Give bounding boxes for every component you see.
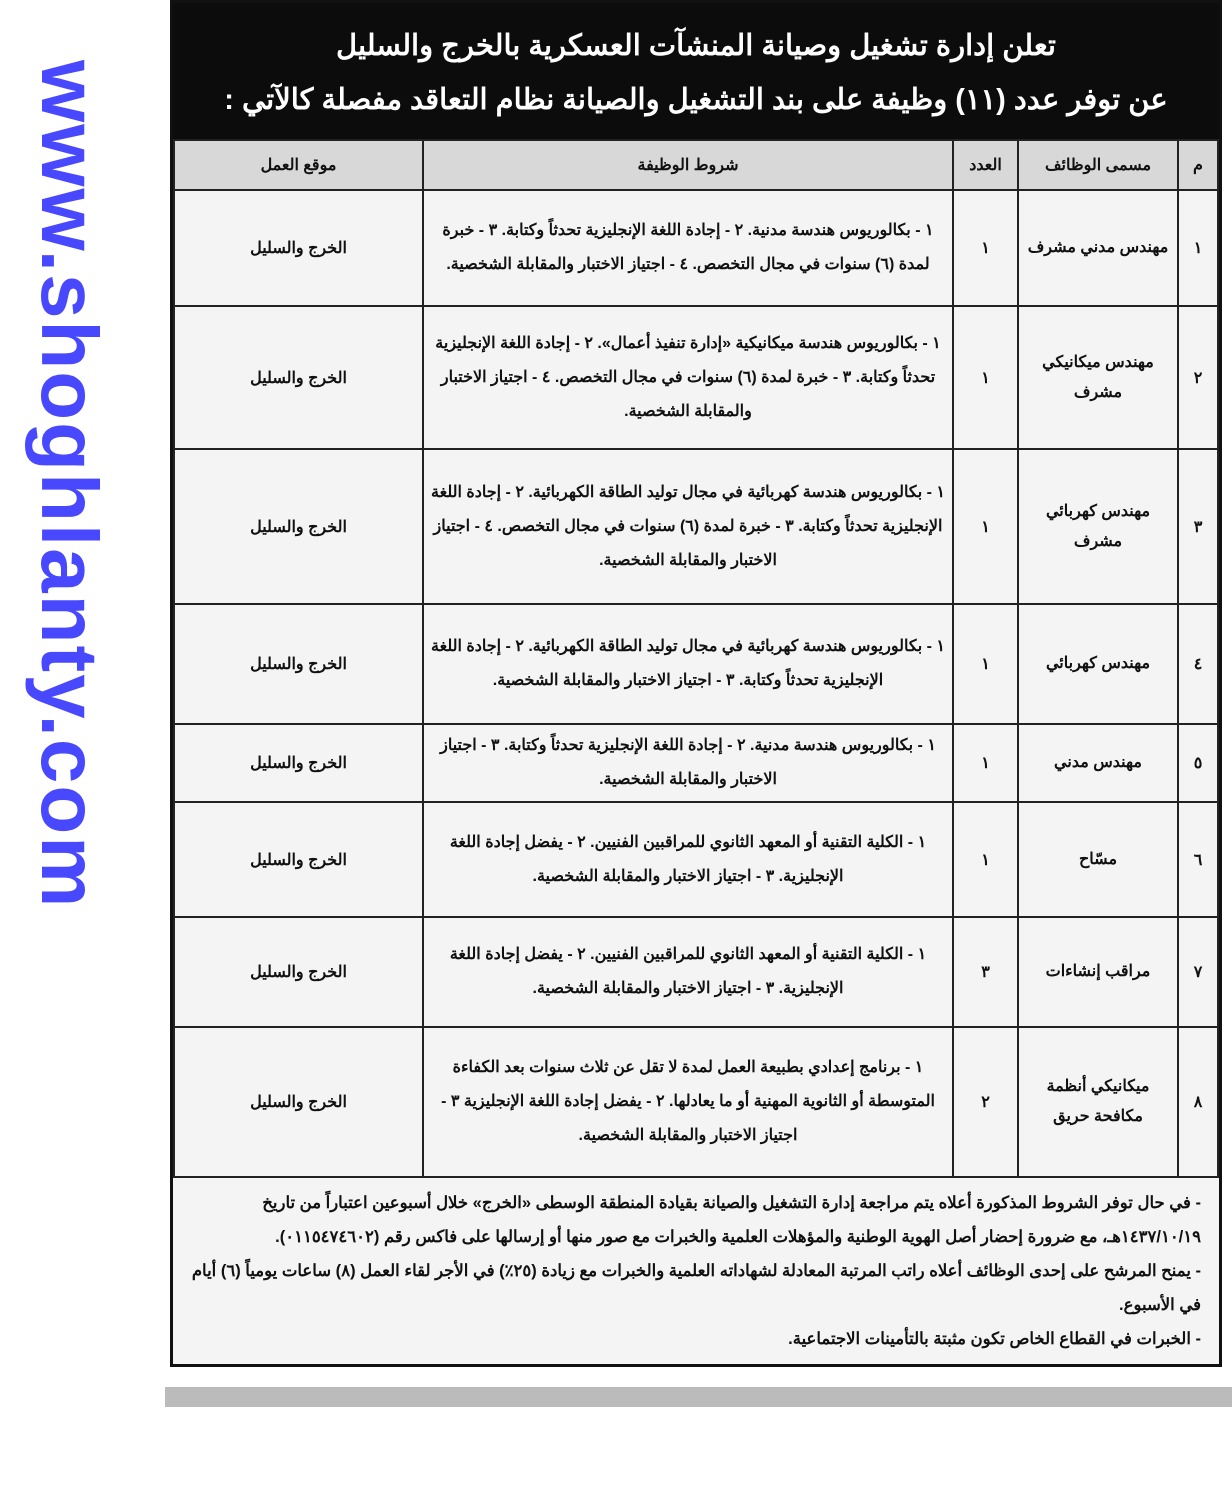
cell-n: ٧ — [1178, 917, 1218, 1027]
cell-n: ٦ — [1178, 802, 1218, 917]
page-edge-strip — [165, 1387, 1232, 1407]
cell-n: ٨ — [1178, 1027, 1218, 1177]
column-header: م — [1178, 140, 1218, 190]
cell-cond: ١ - برنامج إعدادي بطبيعة العمل لمدة لا تقل عن ثلاث سنوات بعد الكفاءة المتوسطة أو الثانوية المهنية أو ما يعادلها. ٢ - يفضل إجادة اللغة الإنجليزية ٣ - اجتياز الاختبار والمقابلة الشخصية. — [423, 1027, 953, 1177]
watermark: www.shoghlanty.com — [25, 60, 114, 910]
cell-loc: الخرج والسليل — [174, 802, 423, 917]
footer-note: - يمنح المرشح على إحدى الوظائف أعلاه راتب المرتبة المعادلة لشهاداته العلمية والخبرات مع زيادة (٢٥٪) في الأجر لقاء العمل (٨) ساعات يومياً (٦) أيام في الأسبوع. — [191, 1262, 1201, 1314]
cell-title: مسّاح — [1018, 802, 1178, 917]
cell-title: مهندس كهربائي — [1018, 604, 1178, 724]
table-row — [174, 190, 1218, 306]
ad-header — [173, 3, 1219, 139]
cell-cond: ١ - بكالوريوس هندسة كهربائية في مجال توليد الطاقة الكهربائية. ٢ - إجادة اللغة الإنجليزية تحدثاً وكتابة. ٣ - خبرة لمدة (٦) سنوات في مجال التخصص. ٤ - اجتياز الاختبار والمقابلة الشخصية. — [423, 449, 953, 604]
cell-loc: الخرج والسليل — [174, 190, 423, 306]
table-row — [174, 1027, 1218, 1177]
cell-loc: الخرج والسليل — [174, 306, 423, 449]
cell-count: ١ — [953, 802, 1018, 917]
header-line-1: تعلن إدارة تشغيل وصيانة المنشآت العسكرية بالخرج والسليل — [336, 30, 1056, 62]
table-row — [174, 306, 1218, 449]
cell-cond: ١ - بكالوريوس هندسة مدنية. ٢ - إجادة اللغة الإنجليزية تحدثاً وكتابة. ٣ - خبرة لمدة (٦) سنوات في مجال التخصص. ٤ - اجتياز الاختبار والمقابلة الشخصية. — [423, 190, 953, 306]
footer-note: - في حال توفر الشروط المذكورة أعلاه يتم مراجعة إدارة التشغيل والصيانة بقيادة المنطقة الوسطى «الخرج» خلال أسبوعين اعتباراً من تاريخ ١٤٣٧/١٠/١٩هـ، مع ضرورة إحضار أصل الهوية الوطنية والمؤهلات العلمية والخبرات مع صور منها أو إرسالها على فاكس رقم (٠١١٥٤٧٤٦٠٢). — [262, 1194, 1201, 1246]
ad-footer-notes — [173, 1178, 1219, 1364]
column-header: مسمى الوظائف — [1018, 140, 1178, 190]
cell-loc: الخرج والسليل — [174, 917, 423, 1027]
cell-n: ١ — [1178, 190, 1218, 306]
cell-n: ٤ — [1178, 604, 1218, 724]
table-row — [174, 724, 1218, 802]
cell-count: ١ — [953, 306, 1018, 449]
jobs-table — [173, 139, 1219, 1178]
cell-cond: ١ - بكالوريوس هندسة ميكانيكية «إدارة تنفيذ أعمال». ٢ - إجادة اللغة الإنجليزية تحدثاً وكتابة. ٣ - خبرة لمدة (٦) سنوات في مجال التخصص. ٤ - اجتياز الاختبار والمقابلة الشخصية. — [423, 306, 953, 449]
cell-count: ١ — [953, 724, 1018, 802]
cell-cond: ١ - الكلية التقنية أو المعهد الثانوي للمراقبين الفنيين. ٢ - يفضل إجادة اللغة الإنجليزية. ٣ - اجتياز الاختبار والمقابلة الشخصية. — [423, 802, 953, 917]
cell-loc: الخرج والسليل — [174, 724, 423, 802]
cell-count: ٣ — [953, 917, 1018, 1027]
cell-title: مراقب إنشاءات — [1018, 917, 1178, 1027]
table-row — [174, 604, 1218, 724]
cell-title: مهندس مدني مشرف — [1018, 190, 1178, 306]
watermark-area — [0, 0, 165, 1440]
cell-cond: ١ - الكلية التقنية أو المعهد الثانوي للمراقبين الفنيين. ٢ - يفضل إجادة اللغة الإنجليزية. ٣ - اجتياز الاختبار والمقابلة الشخصية. — [423, 917, 953, 1027]
cell-loc: الخرج والسليل — [174, 604, 423, 724]
job-advertisement — [170, 0, 1222, 1367]
table-row — [174, 802, 1218, 917]
cell-n: ٥ — [1178, 724, 1218, 802]
cell-title: مهندس مدني — [1018, 724, 1178, 802]
column-header: موقع العمل — [174, 140, 423, 190]
cell-cond: ١ - بكالوريوس هندسة مدنية. ٢ - إجادة اللغة الإنجليزية تحدثاً وكتابة. ٣ - اجتياز الاختبار والمقابلة الشخصية. — [423, 724, 953, 802]
cell-n: ٢ — [1178, 306, 1218, 449]
cell-title: مهندس كهربائي مشرف — [1018, 449, 1178, 604]
cell-cond: ١ - بكالوريوس هندسة كهربائية في مجال توليد الطاقة الكهربائية. ٢ - إجادة اللغة الإنجليزية تحدثاً وكتابة. ٣ - اجتياز الاختبار والمقابلة الشخصية. — [423, 604, 953, 724]
cell-count: ٢ — [953, 1027, 1018, 1177]
cell-title: ميكانيكي أنظمة مكافحة حريق — [1018, 1027, 1178, 1177]
cell-loc: الخرج والسليل — [174, 449, 423, 604]
table-row — [174, 917, 1218, 1027]
cell-n: ٣ — [1178, 449, 1218, 604]
column-header: العدد — [953, 140, 1018, 190]
table-row — [174, 449, 1218, 604]
footer-note: - الخبرات في القطاع الخاص تكون مثبتة بالتأمينات الاجتماعية. — [788, 1330, 1201, 1348]
cell-count: ١ — [953, 190, 1018, 306]
cell-title: مهندس ميكانيكي مشرف — [1018, 306, 1178, 449]
header-line-2: عن توفر عدد (١١) وظيفة على بند التشغيل والصيانة نظام التعاقد مفصلة كالآتي : — [224, 84, 1168, 116]
cell-count: ١ — [953, 604, 1018, 724]
cell-count: ١ — [953, 449, 1018, 604]
column-header: شروط الوظيفة — [423, 140, 953, 190]
cell-loc: الخرج والسليل — [174, 1027, 423, 1177]
